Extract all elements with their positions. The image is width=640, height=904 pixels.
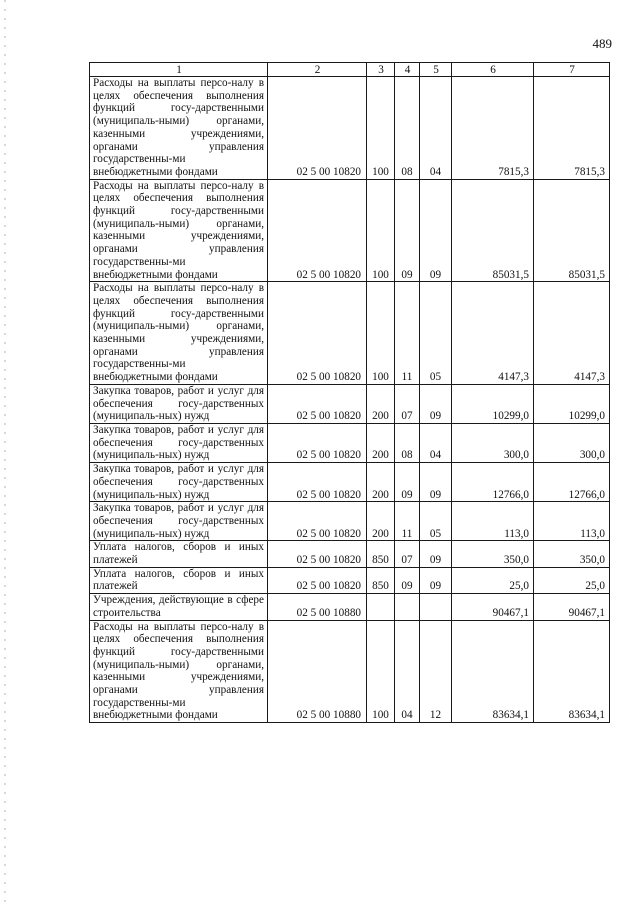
cell-expense-type: 200: [367, 384, 395, 423]
cell-amount-total: 25,0: [534, 567, 610, 593]
cell-amount: 25,0: [452, 567, 534, 593]
cell-section: 11: [395, 502, 420, 541]
cell-name: Расходы на выплаты персо-налу в целях обеспечения выполнения функций госу-дарственными (муниципаль-ными) органами, казенными учреждениями, органами управления государственны-ми внебюджетными фондами: [90, 620, 268, 723]
cell-subsection: 09: [420, 567, 452, 593]
cell-subsection: 09: [420, 384, 452, 423]
cell-expense-type: 200: [367, 463, 395, 502]
cell-amount: 300,0: [452, 423, 534, 462]
cell-expense-type: 200: [367, 502, 395, 541]
cell-target-code: 02 5 00 10820: [268, 423, 367, 462]
table-row: [90, 541, 610, 567]
table-row: [90, 384, 610, 423]
cell-expense-type: 100: [367, 179, 395, 282]
page-number: 489: [592, 36, 612, 51]
cell-amount: 85031,5: [452, 179, 534, 282]
cell-subsection: 09: [420, 541, 452, 567]
table-row: [90, 567, 610, 593]
cell-section: 08: [395, 77, 420, 180]
cell-expense-type: 850: [367, 541, 395, 567]
cell-target-code: 02 5 00 10820: [268, 567, 367, 593]
cell-amount-total: 300,0: [534, 423, 610, 462]
cell-amount: 90467,1: [452, 594, 534, 620]
column-header-1: 1: [90, 63, 268, 77]
column-header-7: 7: [534, 63, 610, 77]
cell-amount: 4147,3: [452, 282, 534, 385]
cell-amount-total: 4147,3: [534, 282, 610, 385]
cell-section: 09: [395, 567, 420, 593]
cell-expense-type: 100: [367, 77, 395, 180]
cell-name: Расходы на выплаты персо-налу в целях обеспечения выполнения функций госу-дарственными (муниципаль-ными) органами, казенными учреждениями, органами управления государственны-ми внебюджетными фондами: [90, 282, 268, 385]
cell-name: Закупка товаров, работ и услуг для обеспечения госу-дарственных (муниципаль-ных) нужд: [90, 502, 268, 541]
cell-target-code: 02 5 00 10820: [268, 282, 367, 385]
budget-table: [89, 62, 610, 723]
cell-amount-total: 350,0: [534, 541, 610, 567]
cell-target-code: 02 5 00 10820: [268, 541, 367, 567]
cell-target-code: 02 5 00 10820: [268, 179, 367, 282]
column-header-4: 4: [395, 63, 420, 77]
cell-section: 07: [395, 384, 420, 423]
cell-name: Уплата налогов, сборов и иных платежей: [90, 567, 268, 593]
table-row: [90, 179, 610, 282]
cell-amount-total: 83634,1: [534, 620, 610, 723]
cell-amount-total: 90467,1: [534, 594, 610, 620]
cell-section: 11: [395, 282, 420, 385]
cell-target-code: 02 5 00 10820: [268, 384, 367, 423]
cell-section: 09: [395, 179, 420, 282]
cell-amount-total: 12766,0: [534, 463, 610, 502]
cell-amount: 10299,0: [452, 384, 534, 423]
table-row: [90, 77, 610, 180]
cell-amount-total: 85031,5: [534, 179, 610, 282]
cell-amount: 113,0: [452, 502, 534, 541]
cell-subsection: 05: [420, 502, 452, 541]
table-body: [90, 77, 610, 723]
cell-subsection: 09: [420, 179, 452, 282]
header-row: [90, 63, 610, 77]
cell-subsection: 04: [420, 77, 452, 180]
cell-name: Закупка товаров, работ и услуг для обеспечения госу-дарственных (муниципаль-ных) нужд: [90, 463, 268, 502]
cell-amount: 12766,0: [452, 463, 534, 502]
cell-name: Уплата налогов, сборов и иных платежей: [90, 541, 268, 567]
cell-name: Расходы на выплаты персо-налу в целях обеспечения выполнения функций госу-дарственными (муниципаль-ными) органами, казенными учреждениями, органами управления государственны-ми внебюджетными фондами: [90, 179, 268, 282]
table-row: [90, 423, 610, 462]
cell-section: 08: [395, 423, 420, 462]
column-header-6: 6: [452, 63, 534, 77]
scan-edge-marks: [4, 0, 6, 904]
cell-section: 09: [395, 463, 420, 502]
column-header-3: 3: [367, 63, 395, 77]
cell-section: 04: [395, 620, 420, 723]
cell-section: 07: [395, 541, 420, 567]
cell-amount: 83634,1: [452, 620, 534, 723]
cell-target-code: 02 5 00 10820: [268, 77, 367, 180]
cell-target-code: 02 5 00 10880: [268, 620, 367, 723]
table-row: [90, 502, 610, 541]
cell-expense-type: [367, 594, 395, 620]
cell-expense-type: 100: [367, 620, 395, 723]
cell-amount-total: 10299,0: [534, 384, 610, 423]
cell-expense-type: 100: [367, 282, 395, 385]
column-header-5: 5: [420, 63, 452, 77]
cell-amount: 350,0: [452, 541, 534, 567]
cell-subsection: 12: [420, 620, 452, 723]
table-row: [90, 463, 610, 502]
cell-amount-total: 7815,3: [534, 77, 610, 180]
cell-expense-type: 850: [367, 567, 395, 593]
cell-expense-type: 200: [367, 423, 395, 462]
cell-section: [395, 594, 420, 620]
table-row: [90, 620, 610, 723]
cell-subsection: [420, 594, 452, 620]
cell-subsection: 09: [420, 463, 452, 502]
column-header-2: 2: [268, 63, 367, 77]
cell-target-code: 02 5 00 10820: [268, 463, 367, 502]
cell-target-code: 02 5 00 10820: [268, 502, 367, 541]
cell-amount-total: 113,0: [534, 502, 610, 541]
table-row: [90, 282, 610, 385]
cell-name: Закупка товаров, работ и услуг для обеспечения госу-дарственных (муниципаль-ных) нужд: [90, 423, 268, 462]
cell-name: Закупка товаров, работ и услуг для обеспечения госу-дарственных (муниципаль-ных) нужд: [90, 384, 268, 423]
cell-subsection: 04: [420, 423, 452, 462]
cell-target-code: 02 5 00 10880: [268, 594, 367, 620]
cell-amount: 7815,3: [452, 77, 534, 180]
cell-subsection: 05: [420, 282, 452, 385]
table-row: [90, 594, 610, 620]
cell-name: Расходы на выплаты персо-налу в целях обеспечения выполнения функций госу-дарственными (муниципаль-ными) органами, казенными учреждениями, органами управления государственны-ми внебюджетными фондами: [90, 77, 268, 180]
cell-name: Учреждения, действующие в сфере строительства: [90, 594, 268, 620]
